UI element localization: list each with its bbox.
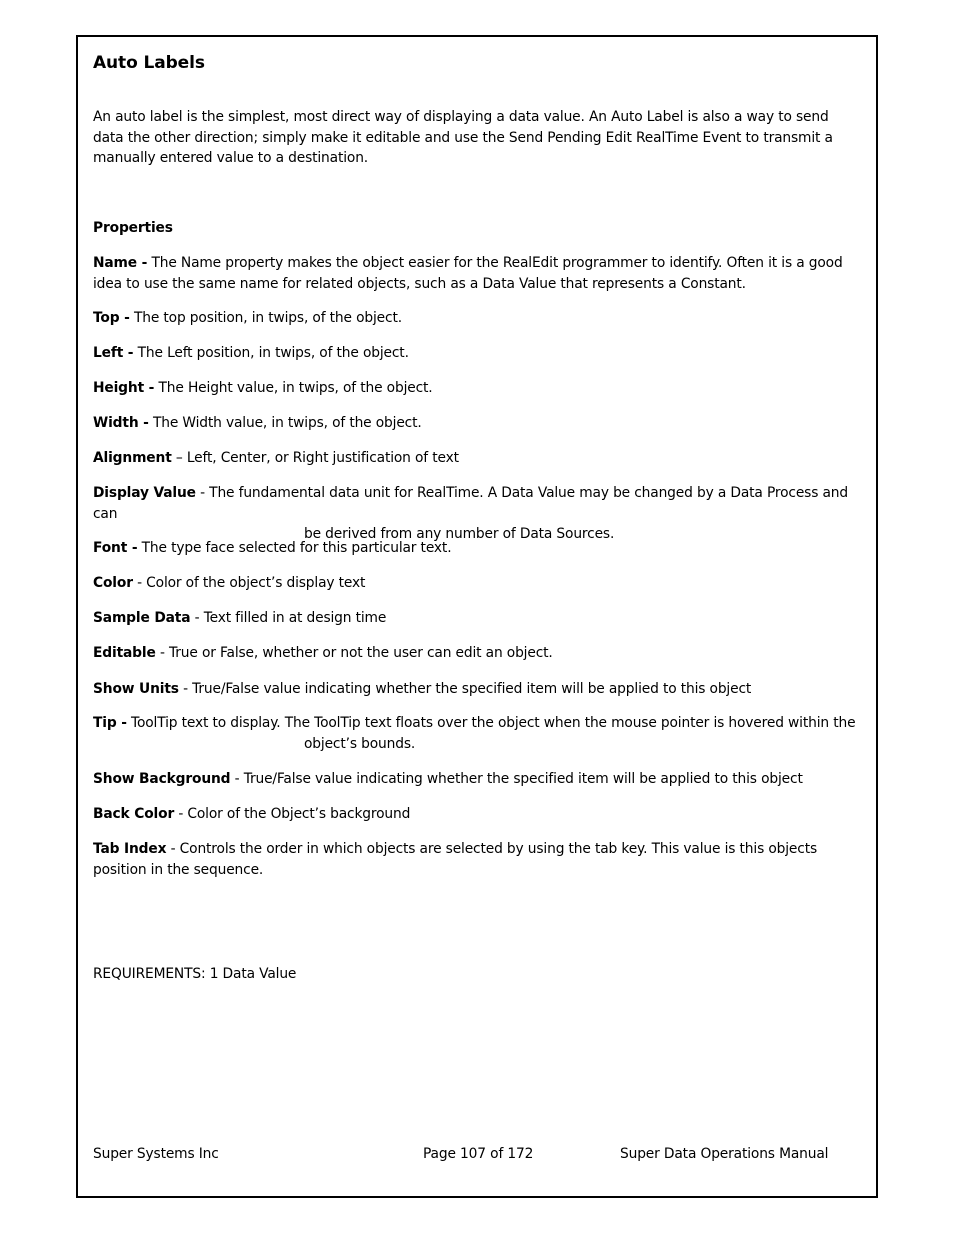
property-font [93,538,863,559]
property-term: Sample Data [93,610,191,626]
property-name [93,253,863,294]
page-title: Auto Labels [93,53,205,73]
property-desc: The Height value, in twips, of the object. [154,380,433,396]
requirements-text: REQUIREMENTS: 1 Data Value [93,966,297,982]
property-term: Left - [93,345,134,361]
property-show-units [93,679,863,700]
property-back-color [93,804,863,825]
property-desc: - Color of the object’s display text [132,575,366,591]
property-desc: The Name property makes the object easier for the RealEdit programmer to identify. Often it is a good idea to use the same name for related objects, such as a Data Value that represents a Constant. [93,255,843,292]
property-desc: The Left position, in twips, of the object. [133,345,409,361]
property-term: Show Background [93,771,231,787]
property-desc-continuation: object’s bounds. [304,735,416,752]
property-width [93,413,863,434]
property-desc: – Left, Center, or Right justification of text [171,450,459,466]
properties-heading [93,218,863,239]
property-color [93,573,863,594]
property-show-background [93,769,863,790]
property-desc: - The fundamental data unit for RealTime. A Data Value may be changed by a Data Process and can [93,485,848,522]
property-desc: - True or False, whether or not the user can edit an object. [155,645,553,661]
property-term: Display Value [93,485,196,501]
property-desc: - Text filled in at design time [190,610,387,626]
property-term: Back Color [93,806,175,822]
property-desc: - Controls the order in which objects are selected by using the tab key. This value is this objects position in the sequence. [93,841,818,878]
property-desc: The top position, in twips, of the object. [129,310,402,326]
property-editable [93,643,863,664]
property-term: Tip - [93,715,127,731]
property-height [93,378,863,399]
footer-company: Super Systems Inc [93,1146,219,1162]
properties-heading-text: Properties [93,220,173,236]
property-term: Show Units [93,681,179,697]
property-desc: - Color of the Object’s background [174,806,411,822]
property-alignment [93,448,863,469]
footer-page-number: Page 107 of 172 [423,1146,534,1162]
property-term: Name - [93,255,148,271]
footer-manual-title: Super Data Operations Manual [620,1146,829,1162]
property-sample-data [93,608,863,629]
property-desc: The Width value, in twips, of the object. [148,415,422,431]
property-desc: - True/False value indicating whether the specified item will be applied to this object [230,771,803,787]
property-term: Top - [93,310,130,326]
property-term: Height - [93,380,155,396]
property-desc: The type face selected for this particular text. [137,540,452,556]
property-desc: - True/False value indicating whether the specified item will be applied to this object [178,681,752,697]
property-left [93,343,863,364]
property-term: Tab Index [93,841,167,857]
property-term: Color [93,575,133,591]
property-term: Alignment [93,450,172,466]
property-desc: ToolTip text to display. The ToolTip text floats over the object when the mouse pointer is hovered within the [126,715,856,731]
intro-paragraph: An auto label is the simplest, most direct way of displaying a data value. An Auto Label is also a way to send data the other direction; simply make it editable and use the Send Pending Edit RealTime Event to transmit a manually entered value to a destination. [93,109,833,166]
property-tip [93,713,863,754]
property-term: Width - [93,415,149,431]
property-term: Editable [93,645,156,661]
property-tab-index [93,839,863,880]
property-term: Font - [93,540,138,556]
property-desc-continuation: be derived from any number of Data Sources. [304,526,615,542]
property-top [93,308,863,329]
property-display-value [93,483,863,545]
